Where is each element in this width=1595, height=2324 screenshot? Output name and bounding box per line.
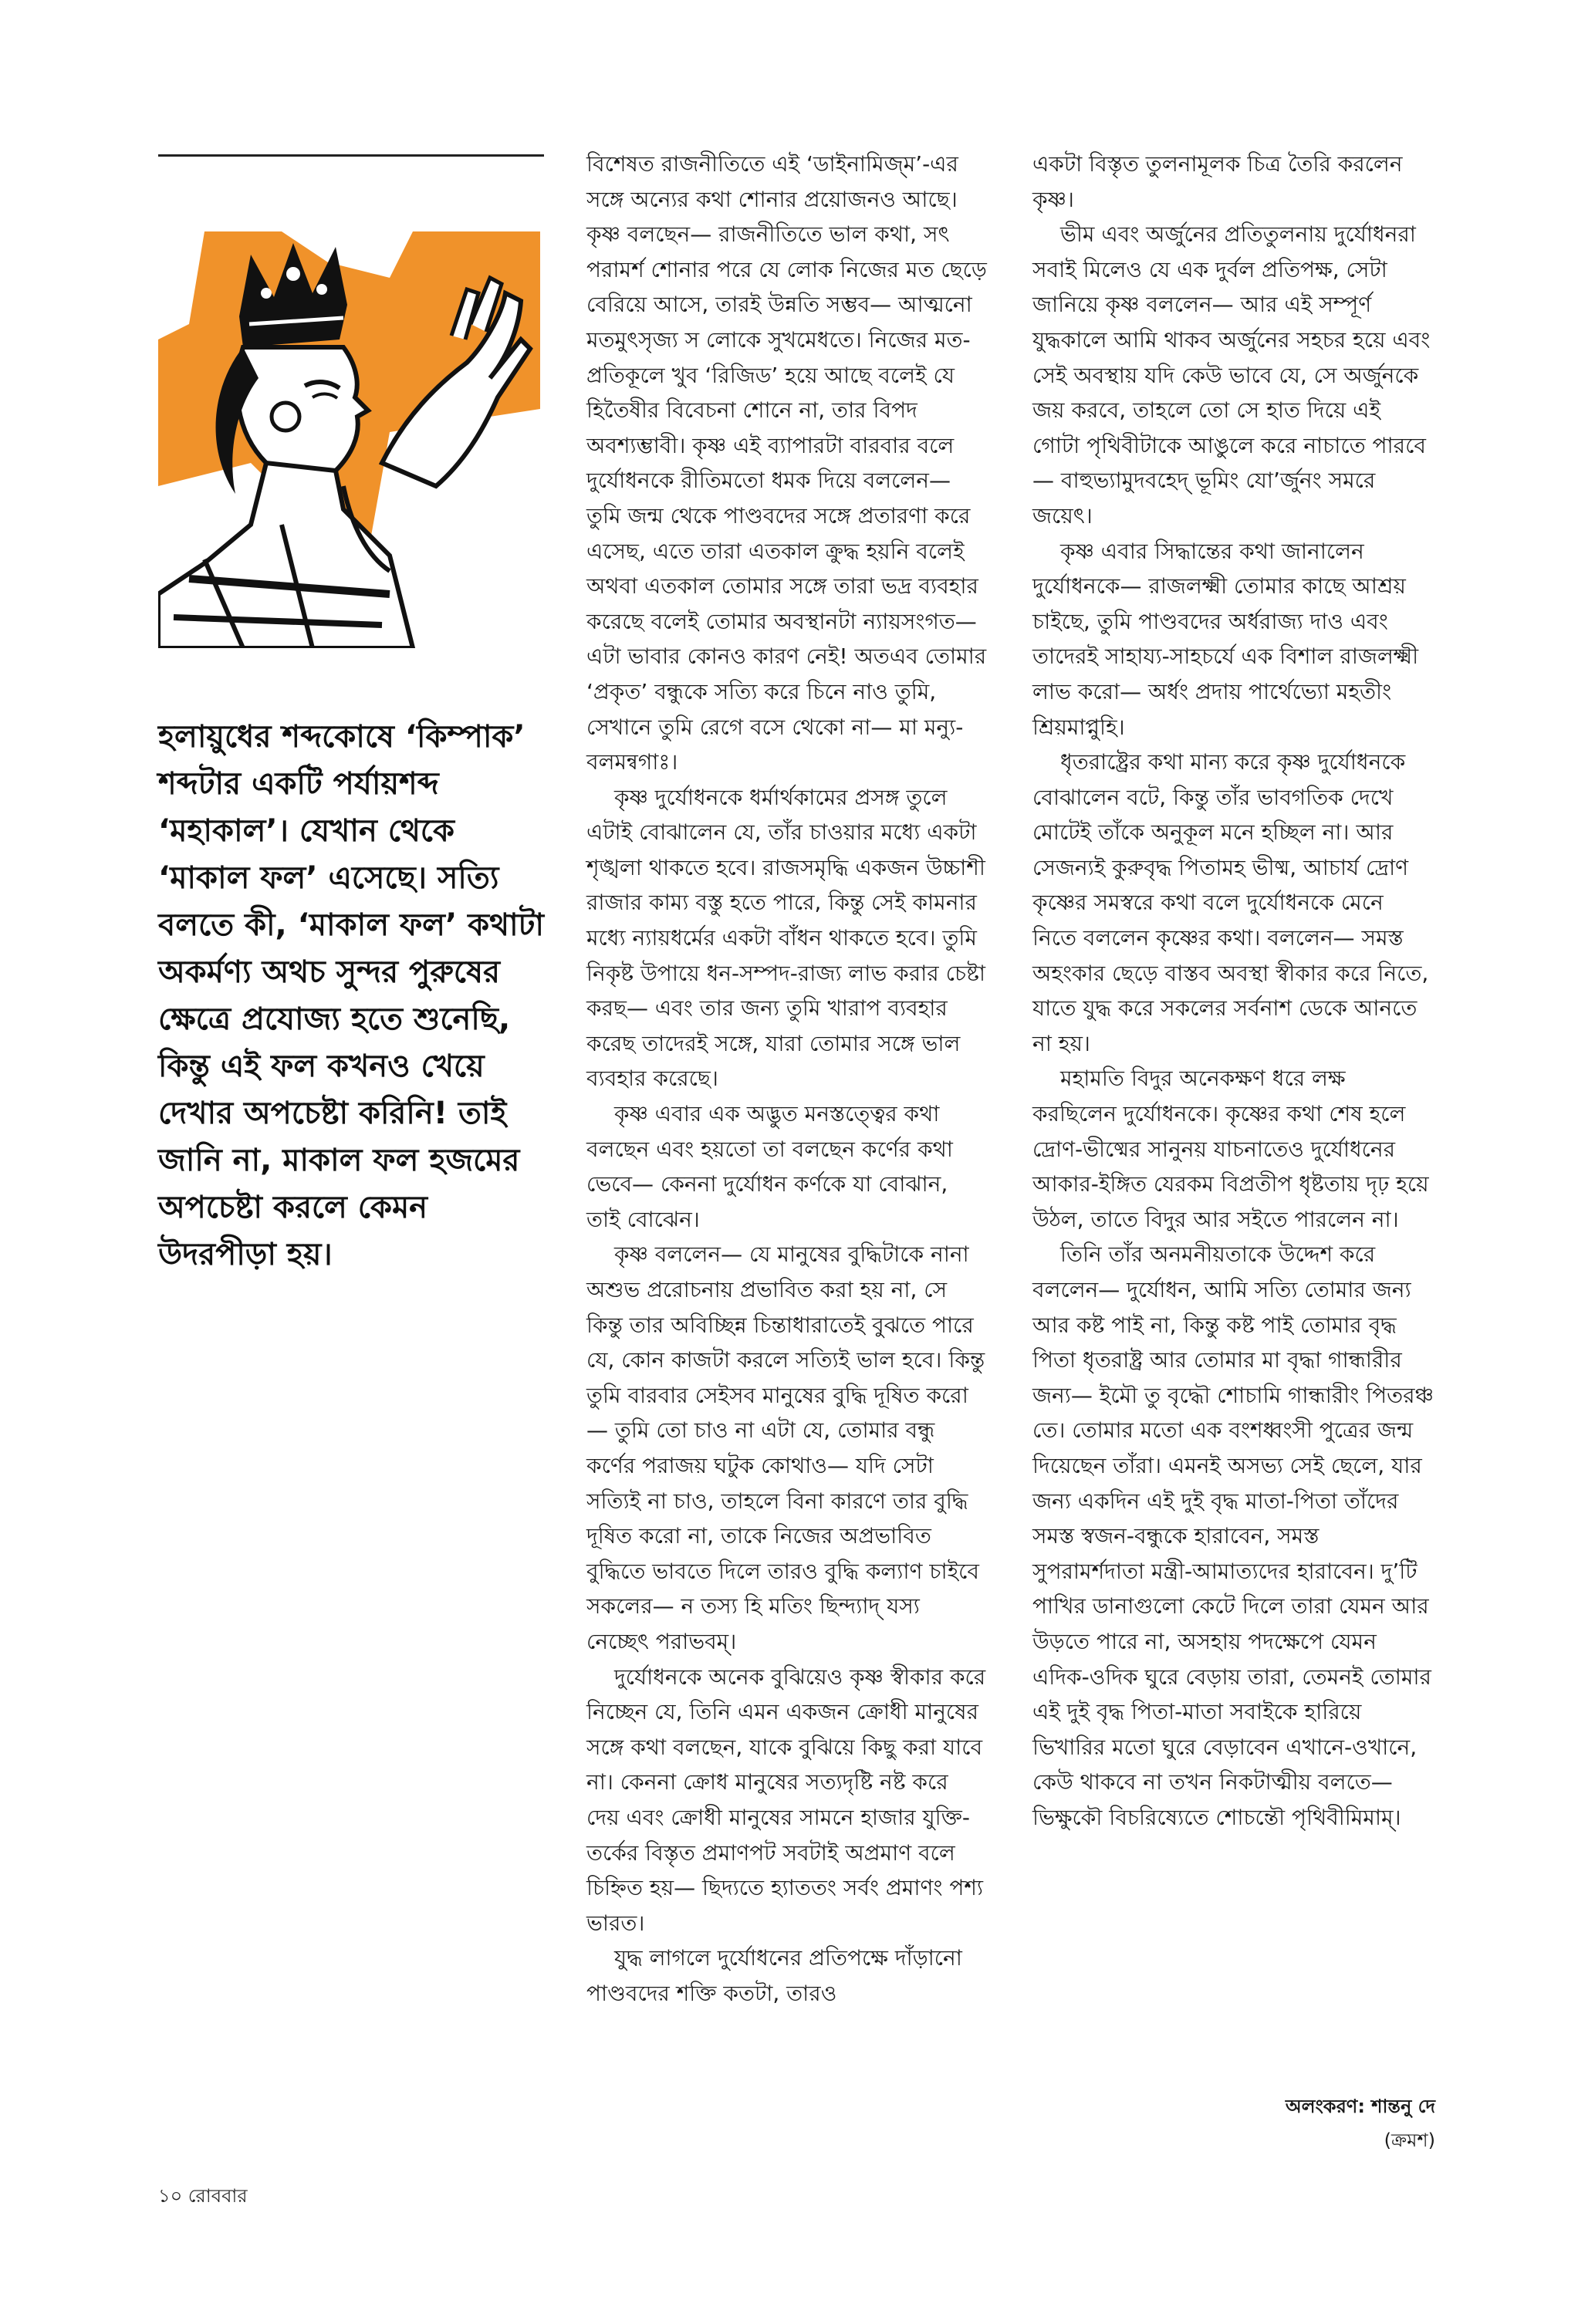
paragraph: কৃষ্ণ এবার সিদ্ধান্তের কথা জানালেন দুর্যোধনকে— রাজলক্ষ্মী তোমার কাছে আশ্রয় চাইছে, তুমি পাণ্ডবদের অর্ধরাজ্য দাও এবং তাদেরই সাহায্য-সাহচর্যে এক বিশাল রাজলক্ষ্মী লাভ করো— অর্ধং প্রদায় পার্থেভ্যো মহতীং শ্রিয়মাপ্নুহি। <box>1032 538 1419 740</box>
paragraph: কৃষ্ণ বললেন— যে মানুষের বুদ্ধিটাকে নানা অশুভ প্ররোচনায় প্রভাবিত করা হয় না, সে কিন্তু তার অবিচ্ছিন্ন চিন্তাধারাতেই বুঝতে পারে যে, কোন কাজটা করলে সত্যিই ভাল হবে। কিন্তু তুমি বারবার সেইসব মানুষের বুদ্ধি দূষিত করো— তুমি তো চাও না এটা যে, তোমার বন্ধু কর্ণের পরাজয় ঘটুক কোথাও— যদি সেটা সত্যিই না চাও, তাহলে বিনা কারণে তার বুদ্ধি দূষিত করো না, তাকে নিজের অপ্রভাবিত বুদ্ধিতে ভাবতে দিলে তারও বুদ্ধি কল্যাণ চাইবে সকলের— ন তস্য হি মতিং ছিন্দ্যাদ্‌ যস্য নেচ্ছেৎ পরাভবম্‌। <box>586 1241 985 1654</box>
king-illustration <box>158 231 540 648</box>
paragraph: একটা বিস্তৃত তুলনামূলক চিত্র তৈরি করলেন কৃষ্ণ। <box>1032 151 1403 212</box>
paragraph: মহামতি বিদুর অনেকক্ষণ ধরে লক্ষ করছিলেন দুর্যোধনকে। কৃষ্ণের কথা শেষ হলে দ্রোণ-ভীষ্মের সানুনয় যাচনাতেও দুর্যোধনের আকার-ইঙ্গিত যেরকম বিপ্রতীপ ধৃষ্টতায় দৃঢ় হয়ে উঠল, তাতে বিদুর আর সইতে পারলেন না। <box>1032 1066 1429 1232</box>
page-folio: ১০ রোববার <box>158 2185 248 2207</box>
paragraph: ভীম এবং অর্জুনের প্রতিতুলনায় দুর্যোধনরা সবাই মিলেও যে এক দুর্বল প্রতিপক্ষ, সেটা জানিয়ে কৃষ্ণ বললেন— আর এই সম্পূর্ণ যুদ্ধকালে আমি থাকব অর্জুনের সহচর হয়ে এবং সেই অবস্থায় যদি কেউ ভাবে যে, সে অর্জুনকে জয় করবে, তাহলে তো সে হাত দিয়ে এই গোটা পৃথিবীটাকে আঙুলে করে নাচাতে পারবে— বাহুভ্যামুদবহেদ্‌ ভূমিং যো’র্জুনং সমরে জয়েৎ। <box>1032 221 1431 529</box>
paragraph: তিনি তাঁর অনমনীয়তাকে উদ্দেশ করে বললেন— দুর্যোধন, আমি সত্যি তোমার জন্য আর কষ্ট পাই না, কিন্তু কষ্ট পাই তোমার বৃদ্ধ পিতা ধৃতরাষ্ট্র আর তোমার মা বৃদ্ধা গান্ধারীর জন্য— ইমৌ তু বৃদ্ধৌ শোচামি গান্ধারীং পিতরঞ্চ তে। তোমার মতো এক বংশধ্বংসী পুত্রের জন্ম দিয়েছেন তাঁরা। এমনই অসভ্য সেই ছেলে, যার জন্য একদিন এই দুই বৃদ্ধ মাতা-পিতা তাঁদের সমস্ত স্বজন-বন্ধুকে হারাবেন, সমস্ত সুপরামর্শদাতা মন্ত্রী-আমাত্যদের হারাবেন। দু’টি পাখির ডানাগুলো কেটে দিলে তারা যেমন আর উড়তে পারে না, অসহায় পদক্ষেপে যেমন এদিক-ওদিক ঘুরে বেড়ায় তারা, তেমনই তোমার এই দুই বৃদ্ধ পিতা-মাতা সবাইকে হারিয়ে ভিখারির মতো ঘুরে বেড়াবেন এখানে-ওখানে, কেউ থাকবে না তখন নিকটাত্মীয় বলতে— ভিক্ষুকৌ বিচরিষ্যেতে শোচন্তৌ পৃথিবীমিমাম্‌। <box>1032 1241 1434 1830</box>
paragraph: যুদ্ধ লাগলে দুর্যোধনের প্রতিপক্ষে দাঁড়ানো পাণ্ডবদের শক্তি কতটা, তারও <box>586 1945 962 2006</box>
pull-quote: হলায়ুধের শব্দকোষে ‘কিম্পাক’ শব্দটার একটি পর্যায়শব্দ ‘মহাকাল’। যেখান থেকে ‘মাকাল ফল’ এসেছে। সত্যি বলতে কী, ‘মাকাল ফল’ কথাটা অকর্মণ্য অথচ সুন্দর পুরুষের ক্ষেত্রে প্রযোজ্য হতে শুনেছি, কিন্তু এই ফল কখনও খেয়ে দেখার অপচেষ্টা করিনি! তাই জানি না, মাকাল ফল হজমের অপচেষ্টা করলে কেমন উদরপীড়া হয়। <box>158 719 544 1272</box>
paragraph: ধৃতরাষ্ট্রের কথা মান্য করে কৃষ্ণ দুর্যোধনকে বোঝালেন বটে, কিন্তু তাঁর ভাবগতিক দেখে মোটেই তাঁকে অনুকূল মনে হচ্ছিল না। আর সেজন্যই কুরুবৃদ্ধ পিতামহ ভীষ্ম, আচার্য দ্রোণ কৃষ্ণের সমস্বরে কথা বলে দুর্যোধনকে মেনে নিতে বললেন কৃষ্ণের কথা। বললেন— সমস্ত অহংকার ছেড়ে বাস্তব অবস্থা স্বীকার করে নিতে, যাতে যুদ্ধ করে সকলের সর্বনাশ ডেকে আনতে না হয়। <box>1032 749 1429 1056</box>
top-rule <box>158 154 544 157</box>
continued-note: (ক্রমশ) <box>1384 2130 1435 2151</box>
column-middle <box>586 147 988 2011</box>
column-right <box>1032 147 1434 1836</box>
paragraph: দুর্যোধনকে অনেক বুঝিয়েও কৃষ্ণ স্বীকার করে নিচ্ছেন যে, তিনি এমন একজন ক্রোধী মানুষের সঙ্গে কথা বলছেন, যাকে বুঝিয়ে কিছু করা যাবে না। কেননা ক্রোধ মানুষের সত্যদৃষ্টি নষ্ট করে দেয় এবং ক্রোধী মানুষের সামনে হাজার যুক্তি-তর্কের বিস্তৃত প্রমাণপট সবটাই অপ্রমাণ বলে চিহ্নিত হয়— ছিদ্যতে হ্যাততং সর্বং প্রমাণং পশ্য ভারত। <box>586 1664 986 1936</box>
paragraph: বিশেষত রাজনীতিতে এই ‘ডাইনামিজ্‌ম’-এর সঙ্গে অন্যের কথা শোনার প্রয়োজনও আছে। কৃষ্ণ বলছেন— রাজনীতিতে ভাল কথা, সৎ পরামর্শ শোনার পরে যে লোক নিজের মত ছেড়ে বেরিয়ে আসে, তারই উন্নতি সম্ভব— আত্মনো মতমুৎসৃজ্য স লোকে সুখমেধতে। নিজের মত-প্রতিকূলে খুব ‘রিজিড’ হয়ে আছে বলেই যে হিতৈষীর বিবেচনা শোনে না, তার বিপদ অবশ্যম্ভাবী। কৃষ্ণ এই ব্যাপারটা বারবার বলে দুর্যোধনকে রীতিমতো ধমক দিয়ে বললেন— তুমি জন্ম থেকে পাণ্ডবদের সঙ্গে প্রতারণা করে এসেছ, এতে তারা এতকাল ক্রুদ্ধ হয়নি বলেই অথবা এতকাল তোমার সঙ্গে তারা ভদ্র ব্যবহার করেছে বলেই তোমার অবস্থানটা ন্যায়সংগত— এটা ভাবার কোনও কারণ নেই! অতএব তোমার ‘প্রকৃত’ বন্ধুকে সত্যি করে চিনে নাও তুমি, সেখানে তুমি রেগে বসে থেকো না— মা মন্যু-বলমন্বগাঃ। <box>586 151 987 775</box>
paragraph: কৃষ্ণ এবার এক অদ্ভুত মনস্তত্ত্বের কথা বলছেন এবং হয়তো তা বলছেন কর্ণের কথা ভেবে— কেননা দুর্যোধন কর্ণকে যা বোঝান, তাই বোঝেন। <box>586 1101 953 1232</box>
illustration-credit: অলংকরণ: শান্তনু দে <box>1285 2096 1435 2117</box>
paragraph: কৃষ্ণ দুর্যোধনকে ধর্মার্থকামের প্রসঙ্গ তুলে এটাই বোঝালেন যে, তাঁর চাওয়ার মধ্যে একটা শৃঙ্খলা থাকতে হবে। রাজসমৃদ্ধি একজন উচ্চাশী রাজার কাম্য বস্তু হতে পারে, কিন্তু সেই কামনার মধ্যে ন্যায়ধর্মের একটা বাঁধন থাকতে হবে। তুমি নিকৃষ্ট উপায়ে ধন-সম্পদ-রাজ্য লাভ করার চেষ্টা করছ— এবং তার জন্য তুমি খারাপ ব্যবহার করেছ তাদেরই সঙ্গে, যারা তোমার সঙ্গে ভাল ব্যবহার করেছে। <box>586 784 985 1092</box>
